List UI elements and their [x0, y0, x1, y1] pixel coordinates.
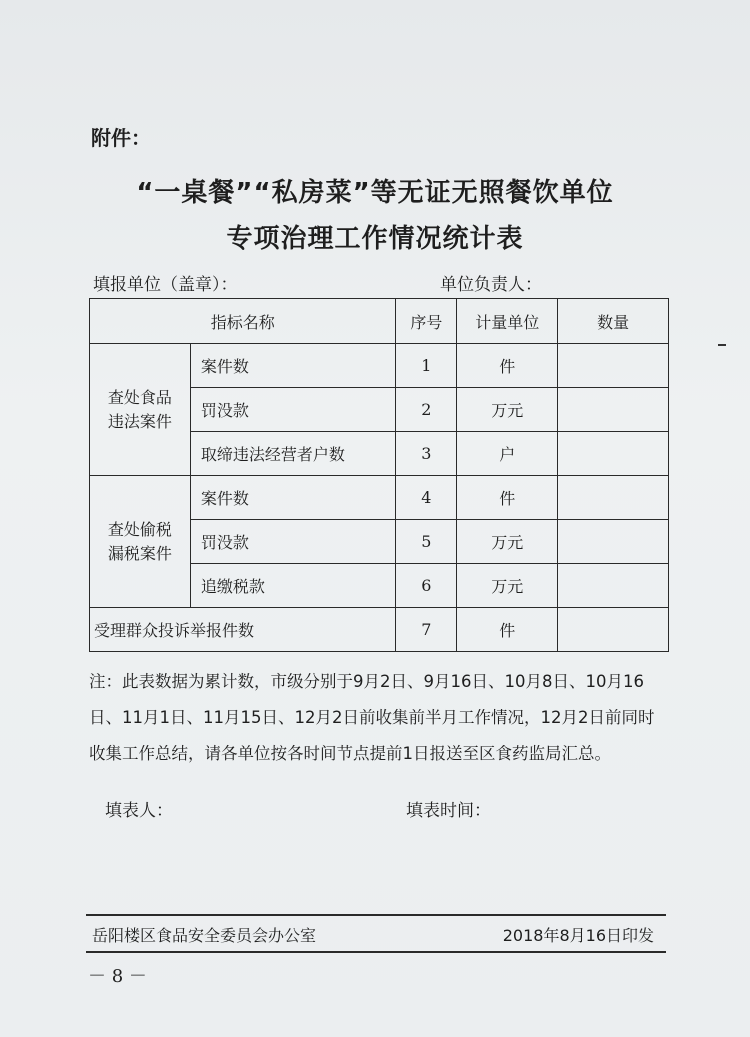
row-unit: 万元: [457, 388, 558, 432]
header-indicator: 指标名称: [90, 299, 396, 344]
unit-leader-label: 单位负责人：: [440, 275, 542, 295]
table-row: [90, 476, 669, 520]
row-qty[interactable]: [558, 476, 669, 520]
note-line: 收集工作总结，请各单位按各时间节点提前1日报送至区食药监局汇总。: [89, 744, 611, 763]
statistics-table: [89, 298, 669, 652]
group-tax-evasion: [90, 476, 191, 608]
row-seq: 6: [396, 564, 457, 608]
row-unit: 件: [457, 608, 558, 652]
row-qty[interactable]: [558, 432, 669, 476]
attachment-label: 附件：: [91, 126, 151, 150]
footer-bottom-rule: [86, 951, 666, 953]
row-item: 案件数: [190, 344, 396, 388]
note-line: 注：此表数据为累计数，市级分别于9月2日、9月16日、10月8日、10月16: [89, 672, 644, 691]
scan-mark: [718, 344, 726, 346]
footer-top-rule: [86, 914, 666, 916]
row-item: 取缔违法经营者户数: [190, 432, 396, 476]
header-unit: 计量单位: [457, 299, 558, 344]
row-seq: 4: [396, 476, 457, 520]
row-seq: 5: [396, 520, 457, 564]
fill-unit-label: 填报单位（盖章）：: [93, 275, 238, 295]
group-food-violation: [90, 344, 191, 476]
title-line-1: “一桌餐”“私房菜”等无证无照餐饮单位: [136, 178, 614, 208]
row-seq: 2: [396, 388, 457, 432]
row-unit: 户: [457, 432, 558, 476]
row-qty[interactable]: [558, 564, 669, 608]
title-line-2: 专项治理工作情况统计表: [226, 224, 524, 254]
group-name-line: 漏税案件: [107, 543, 172, 563]
table-row: [90, 344, 669, 388]
row-item: 罚没款: [190, 520, 396, 564]
table-header-row: [90, 299, 669, 344]
table-note: [89, 664, 679, 772]
row-item: 追缴税款: [190, 564, 396, 608]
print-date: 2018年8月16日印发: [502, 926, 654, 945]
group-name-line: 查处食品: [107, 387, 172, 407]
table-row: [90, 608, 669, 652]
row-qty[interactable]: [558, 520, 669, 564]
row-item: 罚没款: [190, 388, 396, 432]
row-seq: 7: [396, 608, 457, 652]
header-seq: 序号: [396, 299, 457, 344]
issuing-office: 岳阳楼区食品安全委员会办公室: [92, 926, 317, 945]
row-seq: 1: [396, 344, 457, 388]
group-name-line: 查处偷税: [107, 519, 172, 539]
row-unit: 万元: [457, 564, 558, 608]
fill-time-label: 填表时间：: [406, 801, 491, 821]
header-qty: 数量: [558, 299, 669, 344]
row-qty[interactable]: [558, 388, 669, 432]
row-unit: 件: [457, 476, 558, 520]
row-seq: 3: [396, 432, 457, 476]
row-unit: 件: [457, 344, 558, 388]
group-name-line: 违法案件: [107, 411, 172, 431]
row-qty[interactable]: [558, 344, 669, 388]
row-unit: 万元: [457, 520, 558, 564]
page-number: － 8 －: [88, 966, 147, 987]
row-item: 受理群众投诉举报件数: [90, 608, 396, 652]
note-line: 日、11月1日、11月15日、12月2日前收集前半月工作情况，12月2日前同时: [89, 708, 655, 727]
row-qty[interactable]: [558, 608, 669, 652]
row-item: 案件数: [190, 476, 396, 520]
filler-label: 填表人：: [105, 801, 173, 821]
